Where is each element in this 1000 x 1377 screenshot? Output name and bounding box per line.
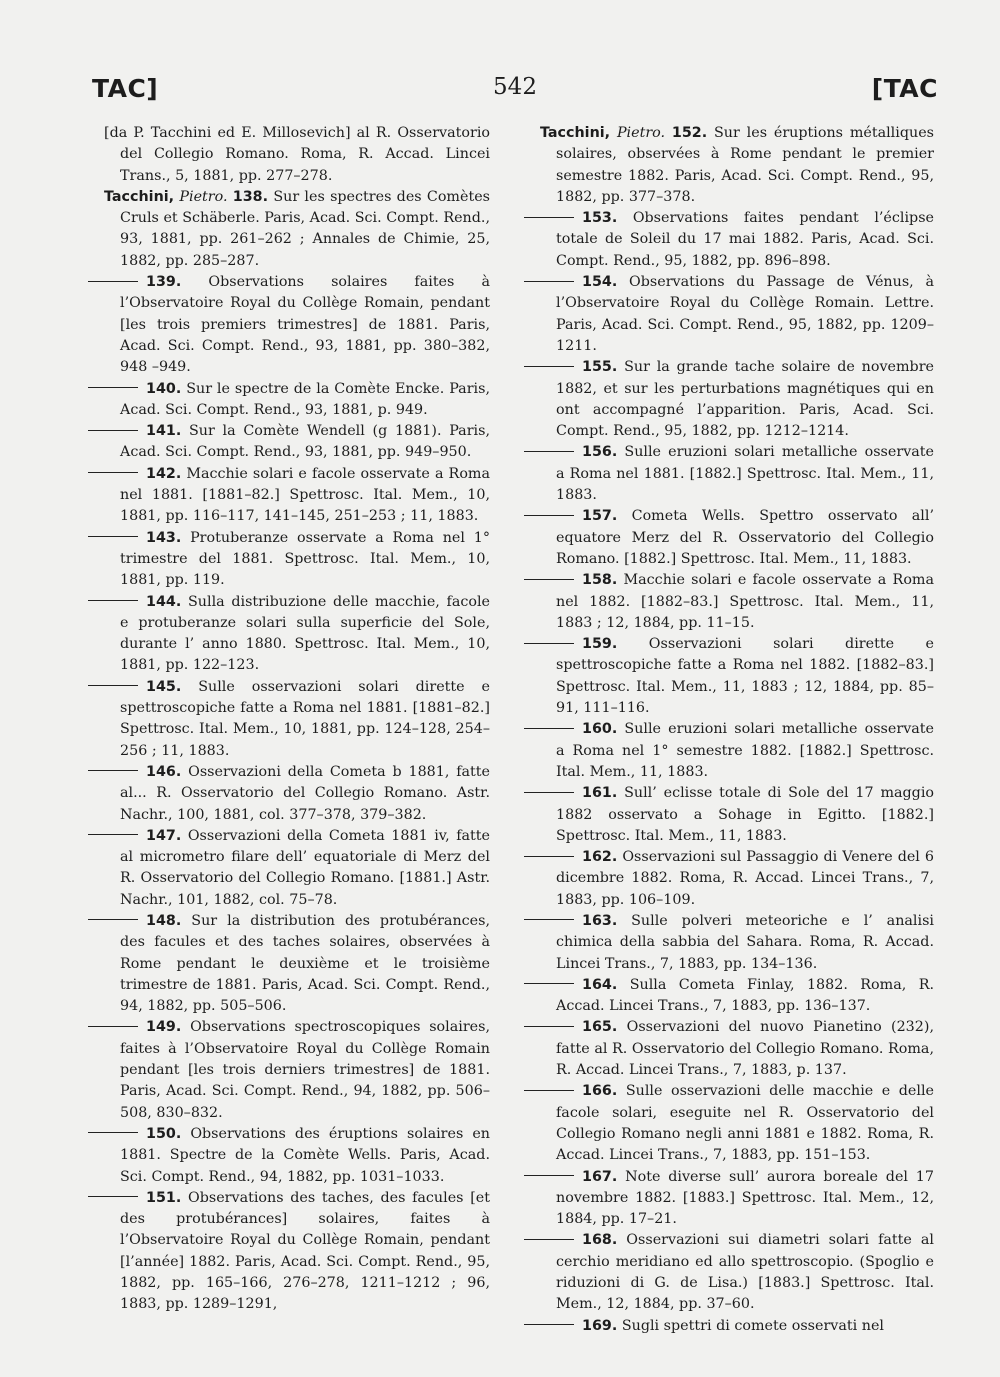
entry-number: 145. — [146, 678, 182, 695]
bibliography-entry — [104, 592, 490, 677]
bibliography-entry — [104, 464, 490, 528]
entry-number: 157. — [582, 508, 618, 525]
entry-number: 138. — [232, 188, 269, 205]
bibliography-entry — [540, 442, 934, 506]
ditto-rule — [524, 643, 574, 644]
entry-text: Sulle osservazioni delle macchie e delle facole solari, eseguite nel R. Osservatorio del Collegio Romano negli anni 1881 e 1882. Roma, R. Accad. Lincei Trans., 7, 1883, pp. 151–153. — [556, 1083, 934, 1164]
bibliography-entry — [540, 1167, 934, 1231]
entry-text: Sur la grande tache solaire de novembre 1882, et sur les perturbations magnétiques qui en ont accompagné l’apparition. Paris, Acad. Sci. Compt. Rend., 95, 1882, pp. 1212–1214. — [556, 359, 935, 440]
bibliography-entry — [104, 123, 490, 187]
entry-number: 167. — [582, 1168, 618, 1185]
author-given-name: Pietro. — [179, 188, 228, 205]
ditto-rule — [524, 1026, 574, 1027]
bibliography-entry — [540, 570, 934, 634]
entry-text: Note diverse sull’ aurora boreale del 17 novembre 1882. [1883.] Spettrosc. Ital. Mem., 12, 1884, pp. 17–21. — [556, 1168, 934, 1228]
entry-number: 159. — [582, 636, 618, 653]
entry-text: Observations faites pendant l’éclipse totale de Soleil du 17 mai 1882. Paris, Acad. Sci. Compt. Rend., 95, 1882, pp. 896–898. — [556, 210, 934, 269]
bibliography-entry — [540, 506, 934, 570]
entry-number: 146. — [146, 763, 182, 780]
bibliography-entry — [104, 826, 490, 911]
entry-text: Osservazioni della Cometa b 1881, fatte al... R. Osservatorio del Collegio Romano. Astr. Nachr., 100, 1881, col. 377–378, 379–382. — [120, 763, 491, 823]
entry-text: Macchie solari e facole osservate a Roma nel 1882. [1882–83.] Spettrosc. Ital. Mem., 11, 1883 ; 12, 1884, pp. 11–15. — [556, 572, 935, 631]
entry-text: Macchie solari e facole osservate a Roma nel 1881. [1881–82.] Spettrosc. Ital. Mem., 10, 1881, pp. 116–117, 141–145, 251–253 ; 11, 1883. — [120, 465, 491, 525]
entry-number: 158. — [582, 572, 618, 589]
entry-text: Sulle polveri meteoriche e l’ analisi chimica della sabbia del Sahara. Roma, R. Accad. Lincei Trans., 7, 1883, pp. 134–136. — [556, 912, 934, 972]
entry-number: 143. — [146, 529, 182, 546]
entry-text: Observations spectroscopiques solaires, faites à l’Observatoire Royal du Collège Romain pendant [les trois derniers trimestres] de 1881. Paris, Acad. Sci. Compt. Rend., 94, 1882, pp. 506–508, 830–832. — [120, 1019, 490, 1121]
bibliography-entry — [540, 272, 934, 357]
page-header — [92, 74, 938, 114]
bibliography-entry — [104, 911, 490, 1017]
author-name: Tacchini, — [540, 125, 611, 141]
entry-text: Cometa Wells. Spettro osservato all’ equatore Merz del R. Osservatorio del Collegio Romano. [1882.] Spettrosc. Ital. Mem., 11, 1883. — [556, 508, 934, 567]
entry-number: 151. — [146, 1189, 182, 1206]
ditto-rule — [524, 919, 574, 920]
page-number: 542 — [493, 74, 537, 100]
ditto-rule — [524, 217, 574, 218]
entry-text: Sull’ eclisse totale di Sole del 17 maggio 1882 osservato a Sohage in Egitto. [1882.] Spettrosc. Ital. Mem., 11, 1883. — [556, 785, 935, 844]
entry-number: 152. — [671, 125, 708, 141]
entry-number: 154. — [582, 274, 618, 291]
bibliography-entry — [540, 975, 934, 1018]
entry-text: Sulle osservazioni solari dirette e spettroscopiche fatte a Roma nel 1881. [1881–82.] Spettrosc. Ital. Mem., 10, 1881, pp. 124–128, 254–256 ; 11, 1883. — [120, 678, 491, 759]
author-name: Tacchini, — [104, 188, 175, 205]
entry-text: Sulle eruzioni solari metalliche osservate a Roma nel 1881. [1882.] Spettrosc. Ital. Mem., 11, 1883. — [556, 444, 934, 504]
running-head-right: [TAC — [871, 74, 938, 103]
bibliography-entry — [540, 719, 934, 783]
bibliography-entry — [104, 1188, 490, 1316]
entry-text: Observations des taches, des facules [et des protubérances] solaires, faites à l’Observatoire Royal du Collège Romain, pendant [l’année] 1882. Paris, Acad. Sci. Compt. Rend., 95, 1882, pp. 165–166, 276–278, 1211–1212 ; 96, 1883, pp. 1289–1291, — [120, 1189, 491, 1313]
ditto-rule — [88, 770, 138, 771]
bibliography-entry — [540, 911, 934, 975]
entry-number: 153. — [582, 210, 618, 227]
author-given-name: Pietro. — [616, 125, 666, 141]
ditto-rule — [88, 834, 138, 835]
entry-text: Sur le spectre de la Comète Encke. Paris, Acad. Sci. Compt. Rend., 93, 1881, p. 949. — [120, 380, 490, 418]
entry-number: 162. — [582, 849, 618, 866]
entry-number: 164. — [582, 976, 618, 993]
bibliography-entry — [540, 208, 934, 272]
bibliography-entry — [104, 677, 490, 762]
entry-text: Sur les spectres des Comètes Cruls et Schäberle. Paris, Acad. Sci. Compt. Rend., 93, 1881, pp. 261–262 ; Annales de Chimie, 25, 1882, pp. 285–287. — [120, 188, 490, 269]
bibliography-entry — [540, 357, 934, 442]
ditto-rule — [88, 472, 138, 473]
ditto-rule — [524, 451, 574, 452]
entry-number: 165. — [582, 1019, 618, 1036]
entry-number: 150. — [146, 1125, 182, 1142]
ditto-rule — [524, 1090, 574, 1091]
entry-number: 148. — [146, 912, 182, 929]
ditto-rule — [88, 1196, 138, 1197]
bibliography-entry — [104, 187, 490, 272]
entry-number: 147. — [146, 827, 182, 844]
bibliography-entry — [104, 379, 490, 422]
entry-number: 168. — [582, 1232, 618, 1249]
ditto-rule — [88, 685, 138, 686]
entry-number: 144. — [146, 593, 182, 610]
ditto-rule — [524, 515, 574, 516]
left-column — [104, 123, 490, 1316]
ditto-rule — [88, 600, 138, 601]
entry-text: Osservazioni del nuovo Pianetino (232), fatte al R. Osservatorio del Collegio Romano. Roma, R. Accad. Lincei Trans., 7, 1883, p. 137. — [556, 1019, 934, 1079]
entry-text: Observations des éruptions solaires en 1881. Spectre de la Comète Wells. Paris, Acad. Sci. Compt. Rend., 94, 1882, pp. 1031–1033. — [120, 1125, 490, 1185]
entry-text: Sur les éruptions métalliques solaires, observées à Rome pendant le premier semestre 1882. Paris, Acad. Sci. Compt. Rend., 95, 1882, pp. 377–378. — [556, 125, 934, 205]
ditto-rule — [524, 983, 574, 984]
bibliography-entry — [540, 783, 934, 847]
entry-text: Osservazioni della Cometa 1881 iv, fatte al micrometro filare dell’ equatoriale di Merz del R. Osservatorio del Collegio Romano. [1881.] Astr. Nachr., 101, 1882, col. 75–78. — [120, 827, 490, 908]
bibliography-entry — [540, 847, 934, 911]
entry-text: Osservazioni sui diametri solari fatte al cerchio meridiano ed allo spettroscopio. (Spoglio e riduzioni di G. de Lisa.) [1883.] Spettrosc. Ital. Mem., 12, 1884, pp. 37–60. — [556, 1232, 934, 1313]
entry-text: Sulle eruzioni solari metalliche osservate a Roma nel 1° semestre 1882. [1882.] Spettrosc. Ital. Mem., 11, 1883. — [556, 721, 934, 780]
bibliography-entry — [540, 123, 934, 208]
entry-text: Sur la Comète Wendell (g 1881). Paris, Acad. Sci. Compt. Rend., 93, 1881, pp. 949–950. — [120, 423, 490, 461]
ditto-rule — [88, 1132, 138, 1133]
bibliography-entry — [104, 1017, 490, 1123]
running-head-left: TAC] — [92, 74, 159, 103]
bibliography-entry — [540, 1316, 934, 1337]
ditto-rule — [88, 281, 138, 282]
bibliography-entry — [104, 528, 490, 592]
ditto-rule — [524, 728, 574, 729]
entry-number: 156. — [582, 444, 618, 461]
entry-number: 161. — [582, 785, 618, 802]
entry-number: 166. — [582, 1083, 618, 1100]
entry-number: 141. — [146, 423, 182, 440]
ditto-rule — [524, 1324, 574, 1325]
bibliography-entry — [540, 634, 934, 719]
ditto-rule — [524, 792, 574, 793]
ditto-rule — [524, 281, 574, 282]
ditto-rule — [524, 856, 574, 857]
ditto-rule — [524, 579, 574, 580]
ditto-rule — [88, 430, 138, 431]
entry-text: Osservazioni sul Passaggio di Venere del 6 dicembre 1882. Roma, R. Accad. Lincei Trans., 7, 1883, pp. 106–109. — [556, 849, 934, 908]
bibliography-entry — [104, 1124, 490, 1188]
ditto-rule — [524, 366, 574, 367]
entry-number: 140. — [146, 380, 182, 397]
entry-text: Sulla Cometa Finlay, 1882. Roma, R. Accad. Lincei Trans., 7, 1883, pp. 136–137. — [556, 976, 935, 1015]
ditto-rule — [88, 919, 138, 920]
entry-text: Observations solaires faites à l’Observatoire Royal du Collège Romain, pendant [les trois premiers trimestres] de 1881. Paris, Acad. Sci. Compt. Rend., 93, 1881, pp. 380–382, 948 –949. — [120, 274, 490, 376]
entry-number: 163. — [582, 912, 618, 929]
entry-text: Sulla distribuzione delle macchie, facole e protuberanze solari sulla superficie del Sole, durante l’ anno 1880. Spettrosc. Ital. Mem., 10, 1881, pp. 122–123. — [120, 593, 491, 674]
entry-number: 155. — [582, 359, 618, 376]
entry-text: Sugli spettri di comete osservati nel — [621, 1317, 884, 1334]
entry-text: Observations du Passage de Vénus, à l’Observatoire Royal du Collège Romain. Lettre. Paris, Acad. Sci. Compt. Rend., 95, 1882, pp. 1209–1211. — [556, 274, 934, 354]
ditto-rule — [88, 1026, 138, 1027]
bibliography-entry — [540, 1017, 934, 1081]
bibliography-entry — [540, 1081, 934, 1166]
bibliography-entry — [104, 272, 490, 378]
bibliography-entry — [104, 421, 490, 464]
ditto-rule — [88, 536, 138, 537]
entry-number: 169. — [582, 1317, 618, 1334]
entry-number: 160. — [582, 721, 618, 738]
entry-text: Osservazioni solari dirette e spettroscopiche fatte a Roma nel 1882. [1882–83.] Spettrosc. Ital. Mem., 11, 1883 ; 12, 1884, pp. 85–91, 111–116. — [556, 636, 934, 717]
ditto-rule — [88, 387, 138, 388]
entry-text: Protuberanze osservate a Roma nel 1° trimestre del 1881. Spettrosc. Ital. Mem., 10, 1881, pp. 119. — [120, 529, 490, 589]
entry-number: 142. — [146, 465, 182, 482]
ditto-rule — [524, 1239, 574, 1240]
entry-number: 139. — [146, 274, 182, 291]
right-column — [540, 123, 934, 1337]
ditto-rule — [524, 1175, 574, 1176]
entry-text: Sur la distribution des protubérances, des facules et des taches solaires, observées à Rome pendant le deuxième et le troisième trimestre de 1881. Paris, Acad. Sci. Compt. Rend., 94, 1882, pp. 505–506. — [120, 912, 491, 1015]
entry-text: [da P. Tacchini ed E. Millosevich] al R. Osservatorio del Collegio Romano. Roma, R. Accad. Lincei Trans., 5, 1881, pp. 277–278. — [104, 125, 490, 184]
bibliography-entry — [104, 762, 490, 826]
bibliography-entry — [540, 1230, 934, 1315]
entry-number: 149. — [146, 1019, 182, 1036]
